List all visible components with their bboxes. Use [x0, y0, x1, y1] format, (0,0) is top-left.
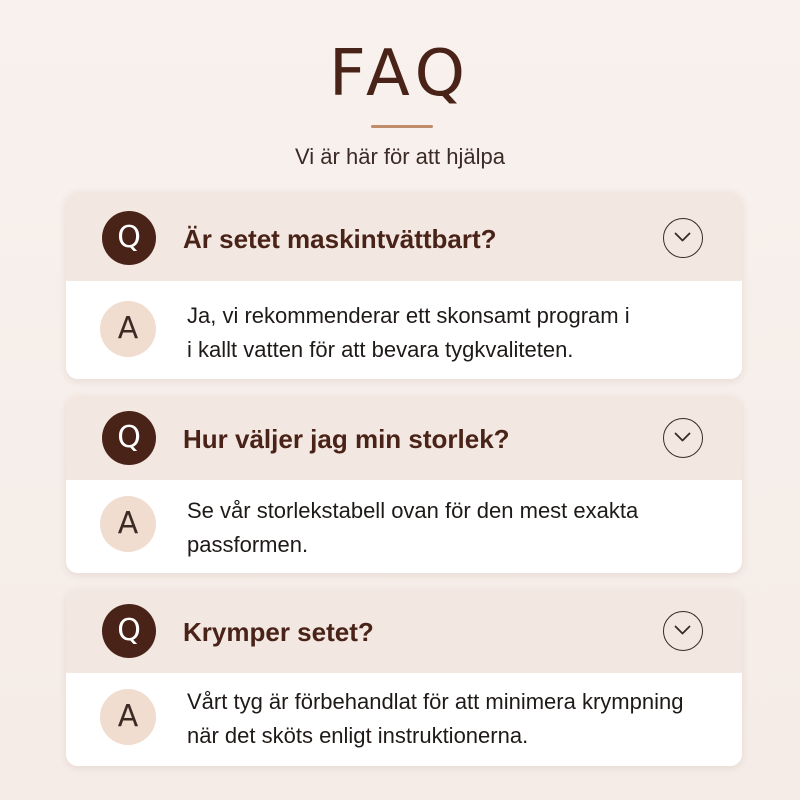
- answer-badge: A: [100, 301, 156, 357]
- faq-question-row[interactable]: [66, 192, 742, 281]
- page-subtitle: Vi är här för att hjälpa: [295, 144, 505, 169]
- chevron-down-icon[interactable]: [663, 418, 703, 458]
- answer-badge: A: [100, 689, 156, 745]
- faq-answer: [187, 299, 727, 367]
- faq-question: Krymper setet?: [183, 617, 374, 647]
- question-badge: Q: [102, 411, 156, 465]
- chevron-down-icon[interactable]: [663, 218, 703, 258]
- question-badge: Q: [102, 211, 156, 265]
- faq-question-row[interactable]: [66, 590, 742, 673]
- title-divider: [371, 125, 433, 128]
- faq-item-1: [66, 192, 742, 379]
- faq-item-3: [66, 590, 742, 766]
- faq-answer: [187, 494, 727, 562]
- faq-answer-line: Se vår storlekstabell ovan för den mest exakta: [187, 498, 639, 523]
- faq-answer-line: i kallt vatten för att bevara tygkvaliteten.: [187, 337, 574, 362]
- faq-answer-row: [66, 673, 742, 766]
- faq-answer-line: när det sköts enligt instruktionerna.: [187, 723, 529, 748]
- faq-question: Hur väljer jag min storlek?: [183, 424, 510, 454]
- faq-answer-line: passformen.: [187, 532, 309, 557]
- faq-answer-line: Ja, vi rekommenderar ett skonsamt program i: [187, 303, 630, 328]
- faq-answer-row: [66, 281, 742, 379]
- page-title: FAQ: [329, 37, 471, 111]
- faq-item-2: [66, 396, 742, 573]
- faq-answer-line: Vårt tyg är förbehandlat för att minimera krympning: [187, 689, 684, 714]
- faq-question: Är setet maskintvättbart?: [183, 224, 497, 254]
- faq-answer-row: [66, 480, 742, 573]
- faq-answer: [187, 685, 727, 753]
- question-badge: Q: [102, 604, 156, 658]
- chevron-down-icon[interactable]: [663, 611, 703, 651]
- faq-question-row[interactable]: [66, 396, 742, 480]
- answer-badge: A: [100, 496, 156, 552]
